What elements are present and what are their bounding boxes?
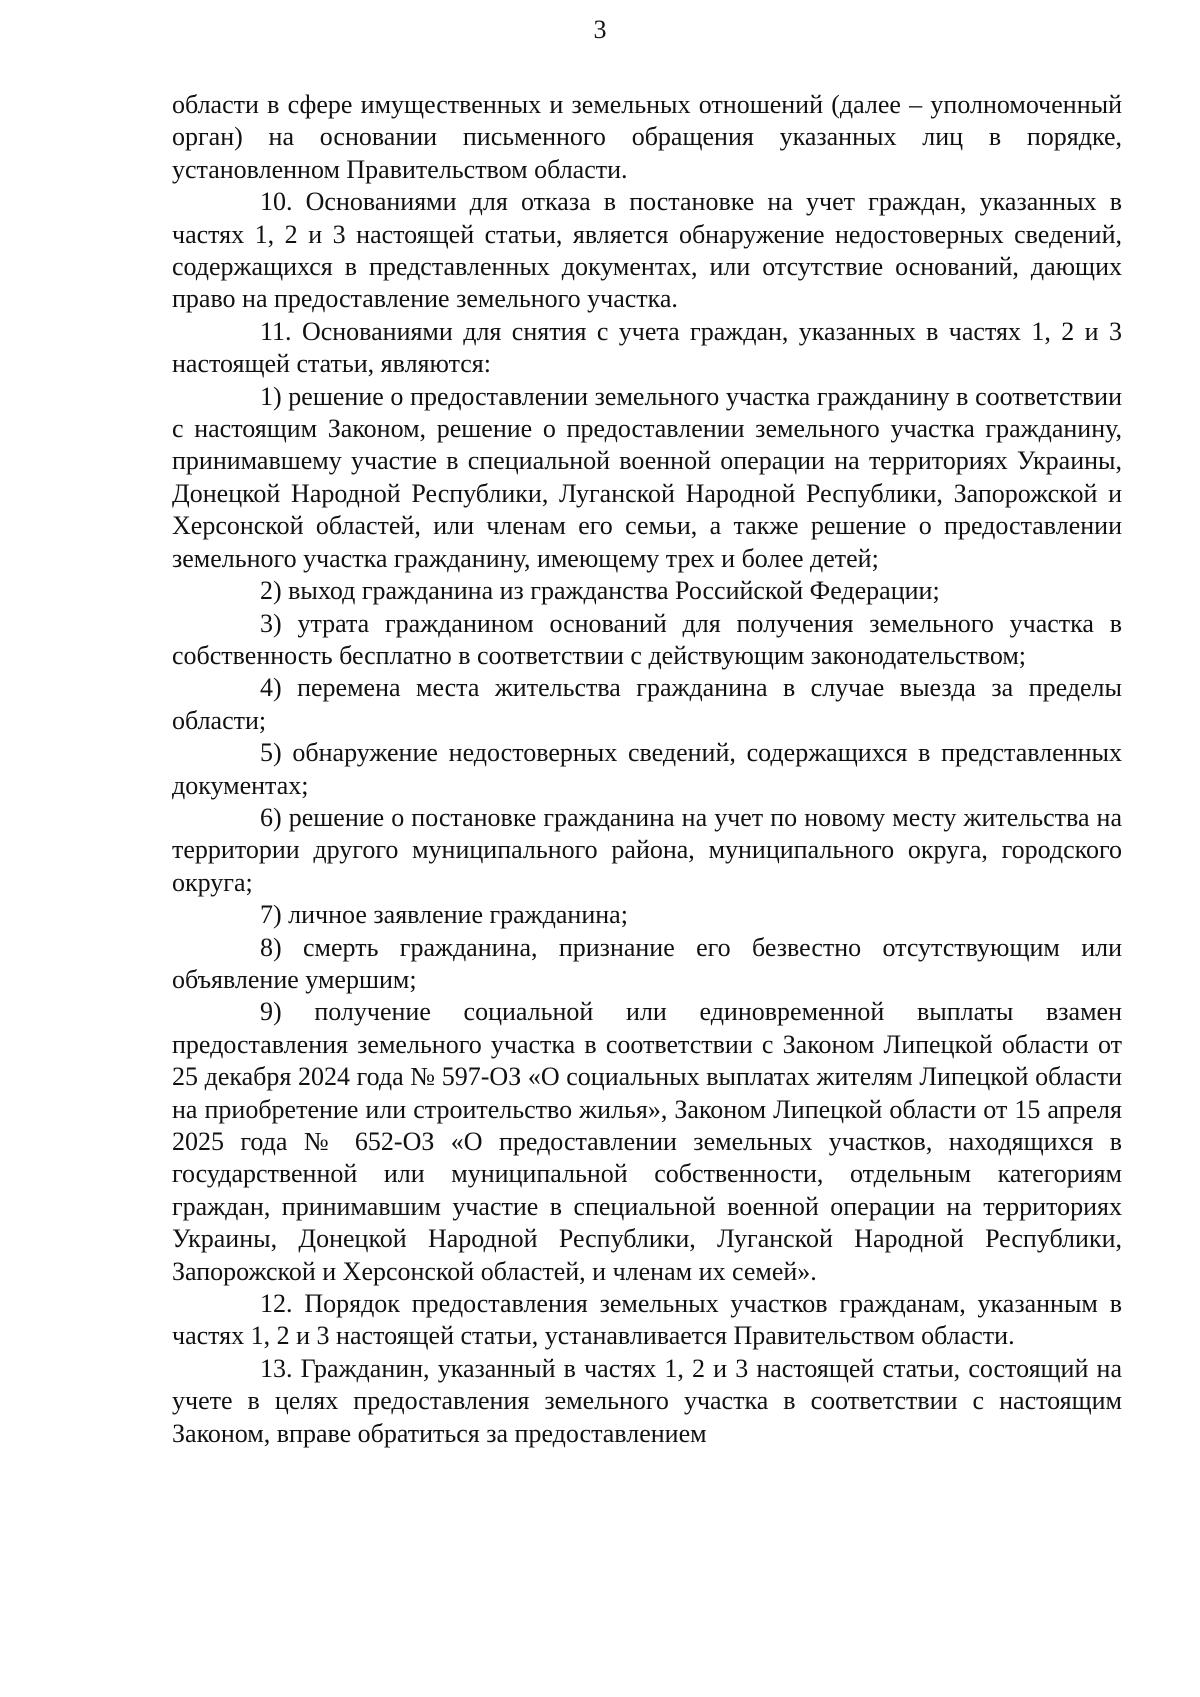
paragraph-part-12: 12. Порядок предоставления земельных участков гражданам, указанным в частях 1, 2 и 3 настоящей статьи, устанавливается Правительством области.	[172, 1289, 1122, 1351]
list-item-8: 8) смерть гражданина, признание его безвестно отсутствующим или объявление умершим;	[172, 932, 1122, 994]
paragraph-continuation: области в сфере имущественных и земельных отношений (далее – уполномоченный орган) на основании письменного обращения указанных лиц в порядке, установленном Правительством области.	[172, 90, 1122, 184]
list-item-4: 4) перемена места жительства гражданина в случае выезда за пределы области;	[172, 673, 1122, 735]
list-item-1: 1) решение о предоставлении земельного участка гражданину в соответствии с настоящим Законом, решение о предоставлении земельного участка гражданину, принимавшему участие в специальной военной операции на территориях Украины, Донецкой Народной Республики, Луганской Народной Республики, Запорожской и Херсонской областей, или членам его семьи, а также решение о предоставлении земельного участка гражданину, имеющему трех и более детей;	[172, 381, 1122, 573]
paragraph-part-10: 10. Основаниями для отказа в постановке на учет граждан, указанных в частях 1, 2 и 3 настоящей статьи, является обнаружение недостоверных сведений, содержащихся в представленных документах, или отсутствие оснований, дающих право на предоставление земельного участка.	[172, 187, 1122, 314]
list-item-7: 7) личное заявление гражданина;	[260, 900, 628, 930]
list-item-2: 2) выход гражданина из гражданства Российской Федерации;	[260, 576, 940, 606]
list-item-5: 5) обнаружение недостоверных сведений, содержащихся в представленных документах;	[172, 738, 1122, 800]
list-item-3: 3) утрата гражданином оснований для получения земельного участка в собственность бесплатно в соответствии с действующим законодательством;	[172, 608, 1122, 670]
page-number: 3	[593, 15, 607, 44]
document-body	[172, 89, 1122, 1450]
list-item-6: 6) решение о постановке гражданина на учет по новому месту жительства на территории другого муниципального района, муниципального округа, городского округа;	[172, 802, 1122, 897]
paragraph-part-11: 11. Основаниями для снятия с учета граждан, указанных в частях 1, 2 и 3 настоящей статьи, являются:	[172, 316, 1122, 379]
paragraph-part-13: 13. Гражданин, указанный в частях 1, 2 и 3 настоящей статьи, состоящий на учете в целях предоставления земельного участка в соответствии с настоящим Законом, вправе обратиться за предоставлением	[172, 1353, 1122, 1448]
list-item-9: 9) получение социальной или единовременной выплаты взамен предоставления земельного участка в соответствии с Законом Липецкой области от 25 декабря 2024 года № 597-ОЗ «О социальных выплатах жителям Липецкой области на приобретение или строительство жилья», Законом Липецкой области от 15 апреля 2025 года № 652-ОЗ «О предоставлении земельных участков, находящихся в государственной или муниципальной собственности, отдельным категориям граждан, принимавшим участие в специальной военной операции на территориях Украины, Донецкой Народной Республики, Луганской Народной Республики, Запорожской и Херсонской областей, и членам их семей».	[172, 997, 1122, 1286]
